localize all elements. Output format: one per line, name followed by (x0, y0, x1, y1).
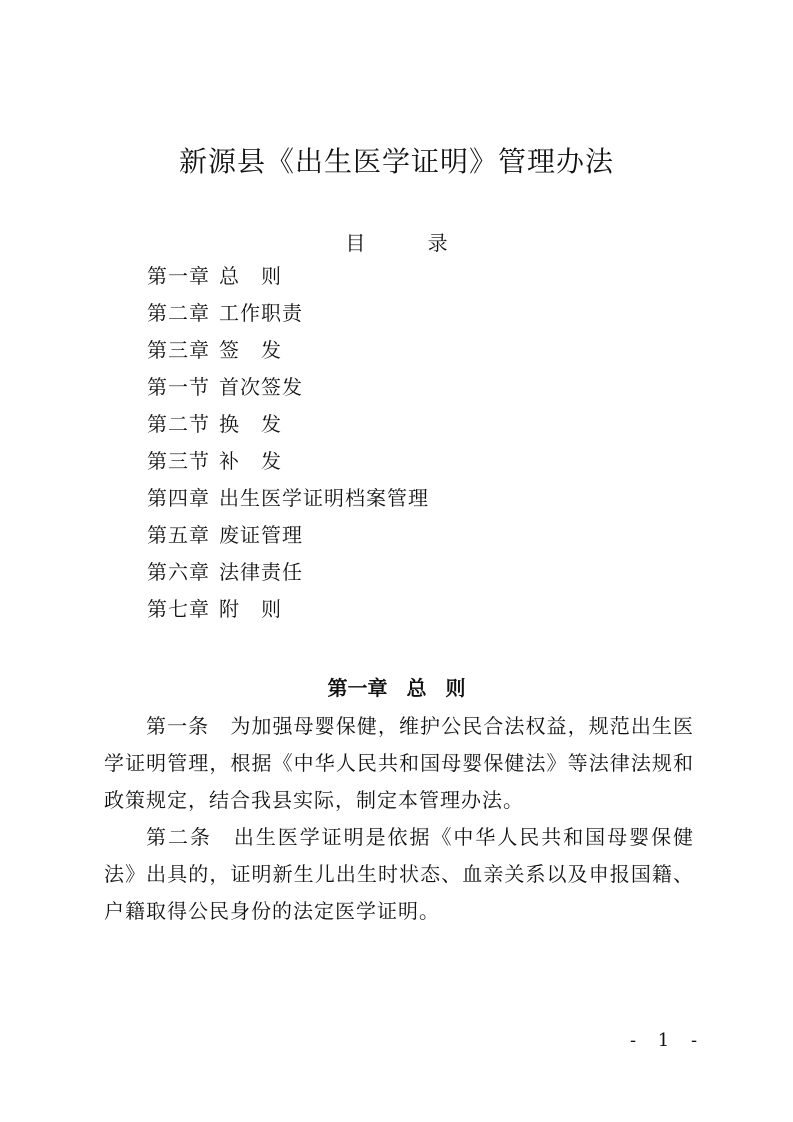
toc-item-label: 总 则 (219, 264, 282, 288)
toc-item (147, 263, 429, 300)
toc-item-number: 第六章 (147, 560, 210, 584)
toc-item-label: 补 发 (219, 449, 282, 473)
toc-item (147, 559, 429, 596)
table-of-contents (147, 263, 429, 633)
toc-item-label: 出生医学证明档案管理 (219, 486, 429, 510)
toc-item-number: 第五章 (147, 523, 210, 547)
document-title: 新源县《出生医学证明》管理办法 (178, 145, 614, 178)
toc-heading: 目 录 (345, 231, 476, 255)
toc-item-number: 第二章 (147, 301, 210, 325)
toc-item-number: 第一章 (147, 264, 210, 288)
toc-item-label: 工作职责 (219, 301, 303, 325)
article-paragraph: 第二条 出生医学证明是依据《中华人民共和国母婴保健法》出具的，证明新生儿出生时状态、血亲关系以及申报国籍、户籍取得公民身份的法定医学证明。 (104, 825, 694, 923)
toc-item-number: 第七章 (147, 597, 210, 621)
toc-item (147, 374, 429, 411)
page-number: - 1 - (630, 1030, 706, 1051)
toc-item (147, 448, 429, 485)
toc-item (147, 485, 429, 522)
toc-item-label: 附 则 (219, 597, 282, 621)
toc-item (147, 596, 429, 633)
chapter-body (104, 708, 694, 930)
toc-item-label: 废证管理 (219, 523, 303, 547)
toc-item-label: 换 发 (219, 412, 282, 436)
toc-item-label: 签 发 (219, 338, 282, 362)
toc-item (147, 300, 429, 337)
toc-item-number: 第四章 (147, 486, 210, 510)
toc-item-number: 第三章 (147, 338, 210, 362)
toc-item (147, 337, 429, 374)
chapter-heading: 第一章 总 则 (327, 676, 466, 700)
toc-item-number: 第一节 (147, 375, 210, 399)
toc-item-label: 法律责任 (219, 560, 303, 584)
toc-item (147, 522, 429, 559)
toc-item-number: 第三节 (147, 449, 210, 473)
toc-item (147, 411, 429, 448)
toc-item-label: 首次签发 (219, 375, 303, 399)
article-paragraph: 第一条 为加强母婴保健，维护公民合法权益，规范出生医学证明管理，根据《中华人民共和国母婴保健法》等法律法规和政策规定，结合我县实际，制定本管理办法。 (104, 714, 694, 812)
toc-item-number: 第二节 (147, 412, 210, 436)
